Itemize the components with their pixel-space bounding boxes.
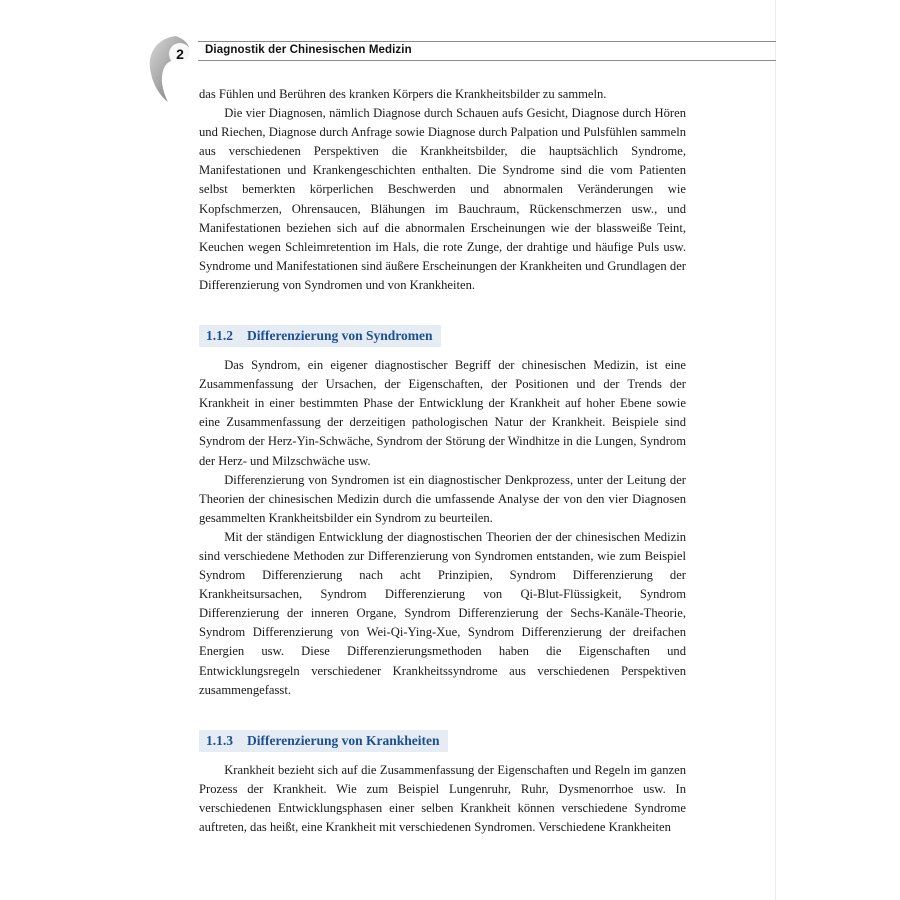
paragraph: Differenzierung von Syndromen ist ein diagnostischer Denkprozess, unter der Leitung der Theorien der chinesischen Medizin durch die umfassende Analyse der von den vier Diagnosen gesammelten Krankheitsbilder ein Syndrom zu beurteilen. bbox=[199, 472, 686, 525]
section-heading-1-1-3 bbox=[199, 730, 448, 752]
page-edge-line bbox=[775, 0, 776, 900]
section-title: Differenzierung von Syndromen bbox=[247, 328, 433, 344]
paragraph: Die vier Diagnosen, nämlich Diagnose durch Schauen aufs Gesicht, Diagnose durch Hören und Riechen, Diagnose durch Anfrage sowie Diagnose durch Palpation und Pulsfühlen sammeln aus verschiedenen Perspektiven die Krankheitsbilder, die hauptsächlich Syndrome, Manifestationen und Krankengeschichten enthalten. Die Syndrome sind die vom Patienten selbst bemerkten körperlichen Beschwerden und abnormalen Veränderungen wie Kopfschmerzen, Ohrensaucen, Blähungen im Bauchraum, Rückenschmerzen usw., und Manifestationen beziehen sich auf die abnormalen Erscheinungen wie der blassweiße Teint, Keuchen wegen Schleimretention im Hals, die rote Zunge, der drahtige und häufige Puls usw. Syndrome und Manifestationen sind äußere Erscheinungen der Krankheiten und Grundlagen der Differenzierung von Syndromen und von Krankheiten. bbox=[199, 106, 686, 292]
running-title: Diagnostik der Chinesischen Medizin bbox=[205, 44, 412, 56]
paragraph: das Fühlen und Berühren des kranken Körpers die Krankheitsbilder zu sammeln. bbox=[199, 87, 607, 101]
section-heading-1-1-2 bbox=[199, 325, 441, 347]
paragraph: Das Syndrom, ein eigener diagnostischer Begriff der chinesischen Medizin, ist eine Zusammenfassung der Ursachen, der Eigenschaften, der Positionen und der Trends der Krankheit in einer bestimmten Phase der Entwicklung der Krankheit auf hoher Ebene sowie eine Zusammenfassung der derzeitigen pathologischen Natur der Krankheit. Beispiele sind Syndrom der Herz-Yin-Schwäche, Syndrom der Störung der Windhitze in die Lungen, Syndrom der Herz- und Milzschwäche usw. bbox=[199, 358, 686, 468]
page-content bbox=[199, 85, 686, 837]
section-title: Differenzierung von Krankheiten bbox=[247, 732, 440, 748]
paragraph: Mit der ständigen Entwicklung der diagnostischen Theorien der der chinesischen Medizin sind verschiedene Methoden zur Differenzierung von Syndromen entstanden, wie zum Beispiel Syndrom Differenzierung nach acht Prinzipien, Syndrom Differenzierung der Krankheitsursachen, Syndrom Differenzierung von Qi-Blut-Flüssigkeit, Syndrom Differenzierung der inneren Organe, Syndrom Differenzierung der Sechs-Kanäle-Theorie, Syndrom Differenzierung von Wei-Qi-Ying-Xue, Syndrom Differenzierung der dreifachen Energien usw. Diese Differenzierungsmethoden haben die Eigenschaften und Entwicklungsregeln verschiedener Krankheitssyndrome aus verschiedenen Perspektiven zusammengefasst. bbox=[199, 529, 686, 697]
header-rule-top bbox=[198, 41, 776, 42]
header-rule-bottom bbox=[198, 60, 776, 61]
section-number: 1.1.2 bbox=[206, 328, 233, 344]
page-number: 2 bbox=[176, 46, 184, 62]
section-number: 1.1.3 bbox=[206, 732, 233, 748]
paragraph: Krankheit bezieht sich auf die Zusammenfassung der Eigenschaften und Regeln im ganzen Prozess der Krankheit. Wie zum Beispiel Lungenruhr, Ruhr, Dysmenorrhoe usw. In verschiedenen Entwicklungsphasen einer selben Krankheit können verschiedene Syndrome auftreten, das heißt, eine Krankheit mit verschiedenen Syndromen. Verschiedene Krankheiten bbox=[199, 762, 686, 834]
